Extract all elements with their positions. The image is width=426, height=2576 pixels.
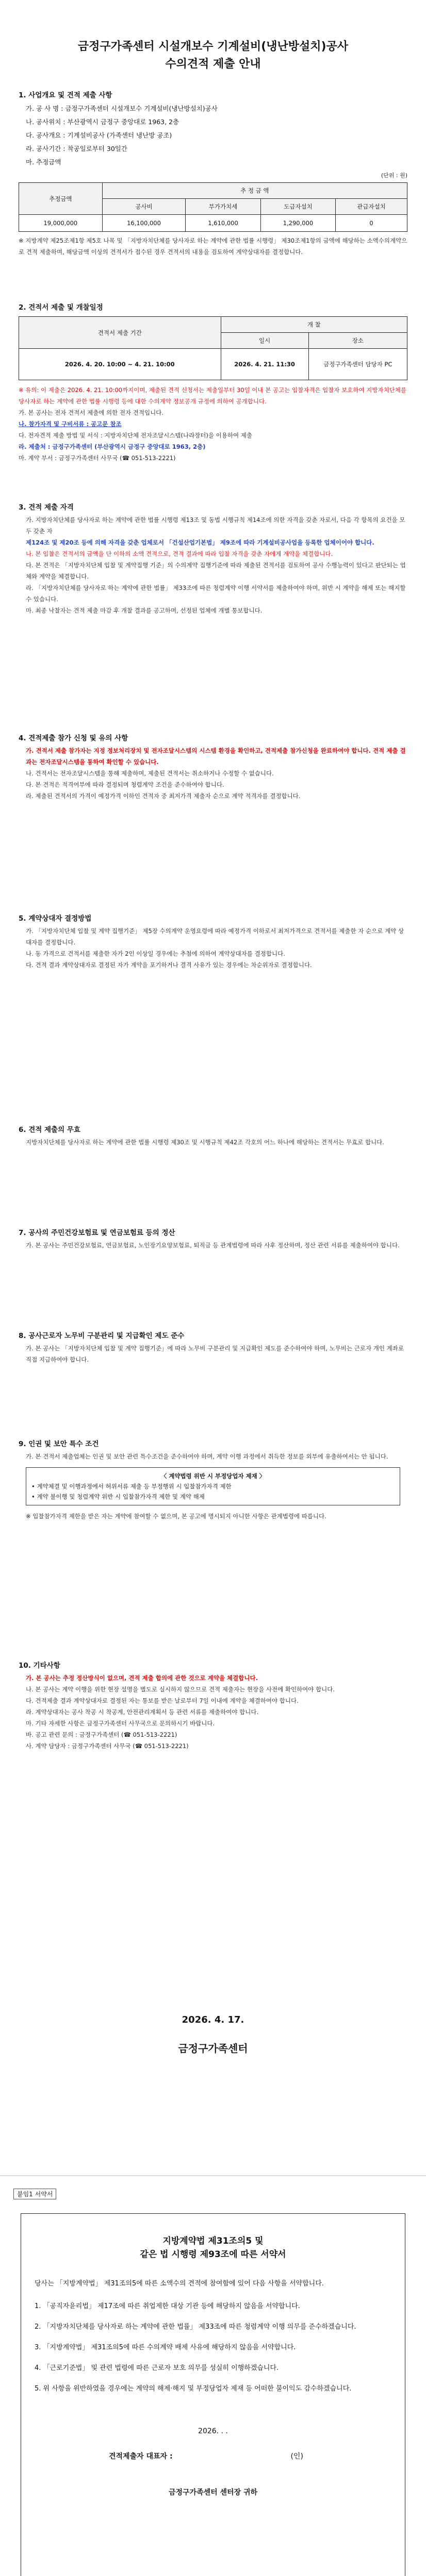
section-heading: 5. 계약상대자 결정방법 [19,914,92,923]
overview-item: 나. 공사위치 : 부산광역시 금정구 중앙대로 1963, 2층 [26,118,179,126]
overview-item: 마. 추정금액 [26,158,61,166]
seal-mark: (인) [290,2452,303,2461]
overview-item: 가. 공 사 명 : 금정구가족센터 시설개보수 기계설비(냉난방설치)공사 [26,105,218,112]
schedule-note: ※ 유의: 이 제출은 2026. 4. 21. 10:00까지이며, 제출된 견적 신청서는 제출일부터 30일 이내 본 공고는 입찰자격은 입찰자 보호하여 지방자치단체를 당사자로 하는 계약에 관한 법률 시행령 등에 대한 수의계약 정보공개 규정에 의하여 공개합니다. [19,386,407,405]
table-header: 일시 [221,333,308,349]
table-cell: 16,100,000 [102,215,186,232]
selection-item: 다. 견적 결과 계약상대자로 결정된 자가 계약을 포기하거나 결격 사유가 있는 경우에는 차순위자로 결정합니다. [26,961,312,969]
pledge-addressee: 금정구가족센터 센터장 귀하 [168,2488,258,2497]
eligibility-item: 제124조 및 제20조 등에 의해 자격을 갖춘 업체로서 「건설산업기본법」 제9조에 따라 기계설비공사업을 등록한 업체이어야 합니다. [26,539,374,546]
schedule-item: 나. 참가자격 및 구비서류 : 공고문 참조 [19,420,122,428]
pledge-subtitle: 같은 법 시행령 제93조에 따른 서약서 [140,2249,286,2260]
submit-period: 2026. 4. 20. 10:00 ~ 4. 21. 10:00 [19,349,221,380]
section-cautions [19,732,407,802]
page-title: 금정구가족센터 시설개보수 기계설비(냉난방설치)공사 [77,40,349,53]
table-row [19,215,407,232]
section-heading: 2. 견적서 제출 및 개찰일정 [19,303,103,312]
table-header: 장소 [308,333,407,349]
signer-line [21,2451,405,2461]
signer-label: 견적제출자 대표자 : [109,2452,173,2461]
misc-item: 다. 견적제출 결과 계약상대자로 결정된 자는 통보를 받은 날로부터 7일 이내에 계약을 체결하여야 합니다. [26,1697,299,1704]
section-heading: 3. 견적 제출 자격 [19,503,74,512]
notice-box-title: 〈 계약법령 위반 시 부정당업자 제재 〉 [160,1472,266,1480]
table-header: 부가가치세 [186,199,260,215]
pledge-page [0,2182,426,2576]
notice-box-line: • 계약 불이행 및 청렴계약 위반 시 입찰참가자격 제한 및 계약 해제 [31,1493,205,1500]
table-cell: 1,610,000 [186,215,260,232]
schedule-table [19,316,407,380]
eligibility-item: 라. 「지방자치단체를 당사자로 하는 계약에 관한 법률」 제33조에 따른 청렴계약 이행 서약서를 제출하여야 하며, 위반 시 계약을 해제 또는 해지할 수 있습니다. [26,584,406,603]
note-text: ※ 지방계약 제25조제1항 제5호 나목 및 「지방자치단체를 당사자로 하는 계약에 관한 법률 시행령」 제30조제1항의 금액에 해당하는 소액수의계약으로 견적 제출하며, 해당금액 이상의 견적서가 접수된 경우 견적서의 내용을 검토하여 계약상대자를 결정합니다. [19,237,407,256]
table-header: 관급자설치 [336,199,407,215]
section-labor [19,1329,407,1365]
caution-item: 나. 견적서는 전자조달시스템을 통해 제출하며, 제출된 견적서는 취소하거나 수정할 수 없습니다. [26,770,274,777]
notice-box-line: • 계약체결 및 이행과정에서 허위서류 제출 등 부정행위 시 입찰참가자격 제한 [31,1483,232,1490]
title-block [21,38,405,73]
section-heading: 4. 견적제출 참가 신청 및 유의 사항 [19,734,128,742]
table-header: 개 찰 [221,317,407,333]
caution-item: 다. 본 견적은 적격여부에 따라 결정되며 청렴계약 조건을 준수하여야 합니다. [26,781,224,788]
selection-item: 가. 「지방자치단체 입찰 및 계약 집행기준」 제5장 수의계약 운영요령에 따라 예정가격 이하로서 최저가격으로 견적서를 제출한 자 순으로 계약 상대자를 결정합니다. [26,927,404,946]
overview-item: 다. 공사개요 : 기계설비공사 (가족센터 냉난방 공조) [26,131,172,139]
misc-item: 나. 본 공사는 계약 이행을 위한 현장 설명을 별도로 실시하지 않으므로 견적 제출자는 현장을 사전에 확인하여야 합니다. [26,1686,335,1693]
table-cell: 0 [336,215,407,232]
eligibility-item: 다. 본 견적은 「지방자치단체 입찰 및 계약집행 기준」의 수의계약 집행기준에 따라 제출된 견적서를 검토하여 공사 수행능력이 있다고 판단되는 업체와 계약을 체결합니다. [26,562,406,580]
section-schedule [19,301,407,464]
section-human-rights [19,1437,407,1522]
attachment-tag: 붙임1 서약서 [13,2189,56,2199]
section-heading: 6. 견적 제출의 무효 [19,1126,80,1134]
section-heading: 10. 기타사항 [19,1662,60,1670]
pledge-item: 1. 「공직자윤리법」 제17조에 따른 취업제한 대상 기관 등에 해당하지 않음을 서약합니다. [35,2302,300,2310]
note-text: ※ 입찰참가자격 제한을 받은 자는 계약에 참여할 수 없으며, 본 공고에 명시되지 아니한 사항은 관계법령에 따릅니다. [26,1513,326,1520]
caution-item: 라. 제출된 견적서의 가격이 예정가격 이하인 견적자 중 최저가격 제출자 순으로 계약 적격자를 결정합니다. [26,792,301,800]
section-heading: 1. 사업개요 및 견적 제출 사항 [19,91,112,99]
page-subtitle: 수의견적 제출 안내 [165,58,261,71]
notice-org: 금정구가족센터 [178,2042,248,2055]
section-overview [19,89,407,258]
table-header: 공사비 [102,199,186,215]
section-heading: 9. 인권 및 보안 특수 조건 [19,1440,99,1448]
section-invalid [19,1123,407,1148]
table-header: 추정금액 [19,183,103,215]
pledge-frame [21,2213,405,2576]
page-divider [0,2175,426,2176]
misc-item: 사. 계약 담당자 : 금정구가족센터 사무국 (☎ 051-513-2221) [26,1742,189,1750]
misc-item: 바. 공고 관련 문의 : 금정구가족센터 (☎ 051-513-2221) [26,1731,177,1738]
budget-table [19,182,407,232]
table-row [19,349,407,380]
pledge-item: 3. 「지방계약법」 제31조의5에 따른 수의계약 배제 사유에 해당하지 않음을 서약합니다. [35,2344,296,2351]
eligibility-item: 가. 지방자치단체를 당사자로 하는 계약에 관한 법률 시행령 제13조 및 동법 시행규칙 제14조에 의한 자격을 갖춘 자로서, 다음 각 항목의 요건을 모두 갖춘 자 [26,516,405,535]
schedule-item: 다. 전자견적 제출 방법 및 서식 : 지방자치단체 전자조달시스템(나라장터)을 이용하여 제출 [19,432,252,439]
notice-box [26,1467,400,1505]
caution-item: 가. 견적서 제출 참가자는 지정 정보처리장치 및 전자조달시스템의 시스템 환경을 확인하고, 견적제출 참가신청을 완료하여야 합니다. 견적 제출 결과는 전자조달시스템을 통하여 확인할 수 있습니다. [26,747,406,766]
table-cell: 19,000,000 [19,215,103,232]
section-heading: 8. 공사근로자 노무비 구분관리 및 지급확인 제도 준수 [19,1332,185,1340]
section-eligibility [19,501,407,616]
open-date: 2026. 4. 21. 11:30 [221,349,308,380]
table-header: 추 정 금 액 [102,183,407,199]
human-rights-text: 가. 본 견적서 제출업체는 인권 및 보안 관련 특수조건을 준수하여야 하며, 계약 이행 과정에서 취득한 정보를 외부에 유출하여서는 안 됩니다. [26,1453,388,1460]
pledge-date: 2026. . . [198,2427,228,2435]
schedule-item: 마. 계약 부서 : 금정구가족센터 사무국 (☎ 051-513-2221) [19,454,176,462]
pledge-intro: 당사는 「지방계약법」 제31조의5에 따른 소액수의 견적에 참여함에 있어 다음 사항을 서약합니다. [35,2280,324,2287]
misc-item: 마. 기타 자세한 사항은 금정구가족센터 사무국으로 문의하시기 바랍니다. [26,1720,215,1727]
labor-text: 가. 본 공사는 「지방자치단체 입찰 및 계약 집행기준」에 따라 노무비 구분관리 및 지급확인 제도를 준수하여야 하며, 노무비는 근로자 개인 계좌로 직접 지급하여야 합니다. [26,1345,404,1363]
misc-item: 가. 본 공사는 추정 정산방식이 없으며, 견적 제출 합의에 관한 것으로 계약을 체결합니다. [26,1674,258,1682]
table-header: 도급자설치 [260,199,335,215]
insurance-text: 가. 본 공사는 주민건강보험료, 연금보험료, 노인장기요양보험료, 퇴직금 등 관계법령에 따라 사후 정산하며, 정산 관련 서류를 제출하여야 합니다. [26,1242,400,1249]
schedule-item: 라. 제출처 : 금정구가족센터 (부산광역시 금정구 중앙대로 1963, 2층) [19,443,206,450]
section-insurance [19,1226,407,1251]
pledge-title: 지방계약법 제31조의5 및 [162,2236,264,2246]
pledge-item: 5. 위 사항을 위반하였을 경우에는 계약의 해제·해지 및 부정당업자 제재 등 어떠한 불이익도 감수하겠습니다. [35,2385,352,2393]
pledge-item: 4. 「근로기준법」 및 관련 법령에 따른 근로자 보호 의무를 성실히 이행하겠습니다. [35,2364,279,2372]
table-cell: 1,290,000 [260,215,335,232]
notice-date: 2026. 4. 17. [182,2014,244,2025]
eligibility-item: 마. 최종 낙찰자는 견적 제출 마감 후 개찰 결과를 공고하며, 선정된 업체에 개별 통보합니다. [26,607,263,614]
eligibility-item: 나. 본 입찰은 견적서의 금액을 단 이하의 소액 견적으로, 견적 결과에 따라 입찰 자격을 갖춘 자에게 계약을 체결합니다. [26,550,333,557]
overview-item: 라. 공사기간 : 착공일로부터 30일간 [26,145,127,152]
table-header: 견적서 제출 기간 [19,317,221,349]
section-misc [19,1659,407,1752]
section-heading: 7. 공사의 주민건강보험료 및 연금보험료 등의 정산 [19,1229,175,1237]
pledge-item: 2. 「지방자치단체를 당사자로 하는 계약에 관한 법률」 제33조에 따른 청렴계약 이행 의무를 준수하겠습니다. [35,2323,356,2331]
misc-item: 라. 계약상대자는 공사 착공 시 착공계, 안전관리계획서 등 관련 서류를 제출하여야 합니다. [26,1708,259,1716]
schedule-item: 가. 본 공사는 전자 견적서 제출에 의한 전자 견적입니다. [19,409,163,416]
unit-note: (단위 : 원) [381,172,407,179]
selection-item: 나. 동 가격으로 견적서를 제출한 자가 2인 이상일 경우에는 추첨에 의하여 계약상대자를 결정합니다. [26,950,285,957]
open-place: 금정구가족센터 담당자 PC [308,349,407,380]
invalid-text: 지방자치단체를 당사자로 하는 계약에 관한 법률 시행령 제30조 및 시행규칙 제42조 각호의 어느 하나에 해당하는 견적서는 무효로 합니다. [26,1139,384,1146]
section-selection [19,912,407,971]
